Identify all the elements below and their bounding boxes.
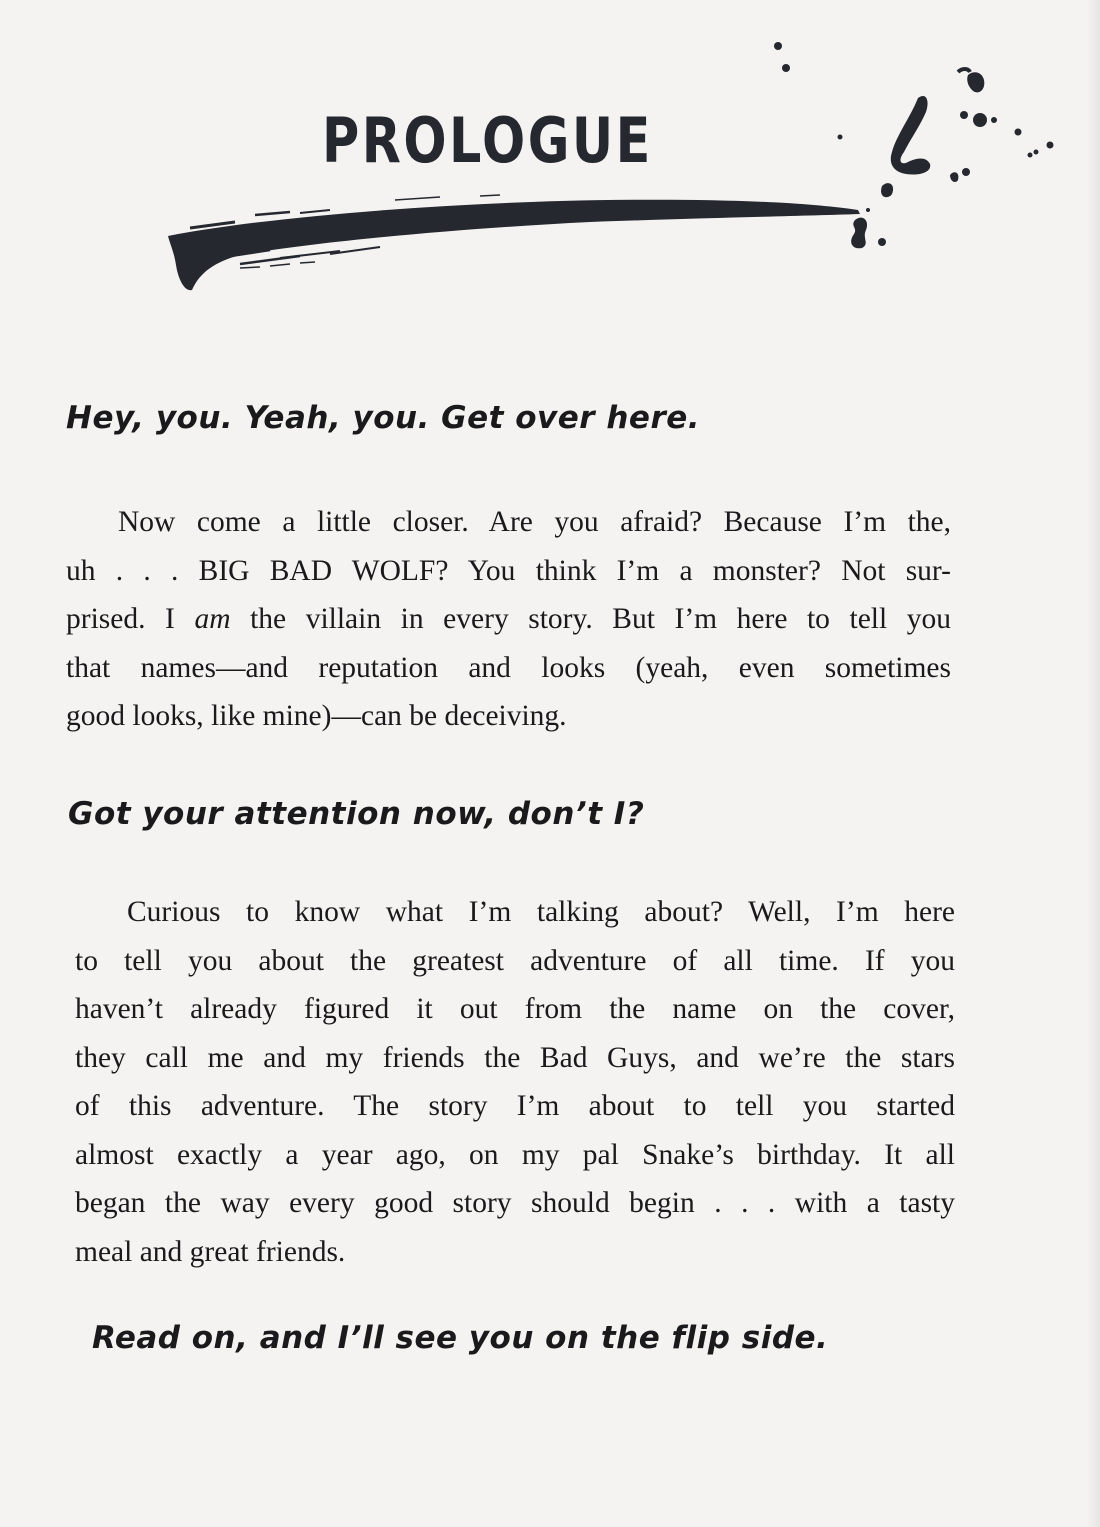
chapter-title: PROLOGUE (322, 104, 653, 177)
text-line: they call me and my friends the Bad Guys, and we’re the stars (75, 1041, 955, 1074)
text-fragment: prised. I (66, 603, 175, 635)
paragraph-intro (66, 498, 951, 741)
paragraph-story (75, 888, 955, 1276)
text-line: began the way every good story should begin . . . with a tasty (75, 1187, 955, 1219)
text-line: Now come a little closer. Are you afraid? Because I’m the, (118, 506, 951, 538)
text-line: to tell you about the greatest adventure of all time. If you (75, 944, 955, 977)
text-line: that names—and reputation and looks (yeah, even sometimes (66, 651, 951, 684)
emphasis-text: am (194, 603, 231, 635)
callout-read-on: Read on, and I’ll see you on the flip side. (92, 1320, 829, 1356)
text-line: good looks, like mine)—can be deceiving. (66, 700, 567, 732)
text-line: uh . . . BIG BAD WOLF? You think I’m a monster? Not sur- (66, 554, 951, 587)
text-fragment: the villain in every story. But I’m here to tell you (250, 603, 952, 635)
callout-hey-you: Hey, you. Yeah, you. Get over here. (66, 400, 701, 436)
text-line (66, 595, 951, 644)
text-line: Curious to know what I’m talking about? Well, I’m here (127, 896, 955, 928)
callout-attention: Got your attention now, don’t I? (68, 796, 645, 832)
text-line: almost exactly a year ago, on my pal Snake’s birthday. It all (75, 1138, 955, 1171)
text-line: meal and great friends. (75, 1235, 346, 1268)
text-line: haven’t already figured it out from the name on the cover, (75, 993, 955, 1025)
text-line: of this adventure. The story I’m about to tell you started (75, 1090, 955, 1122)
